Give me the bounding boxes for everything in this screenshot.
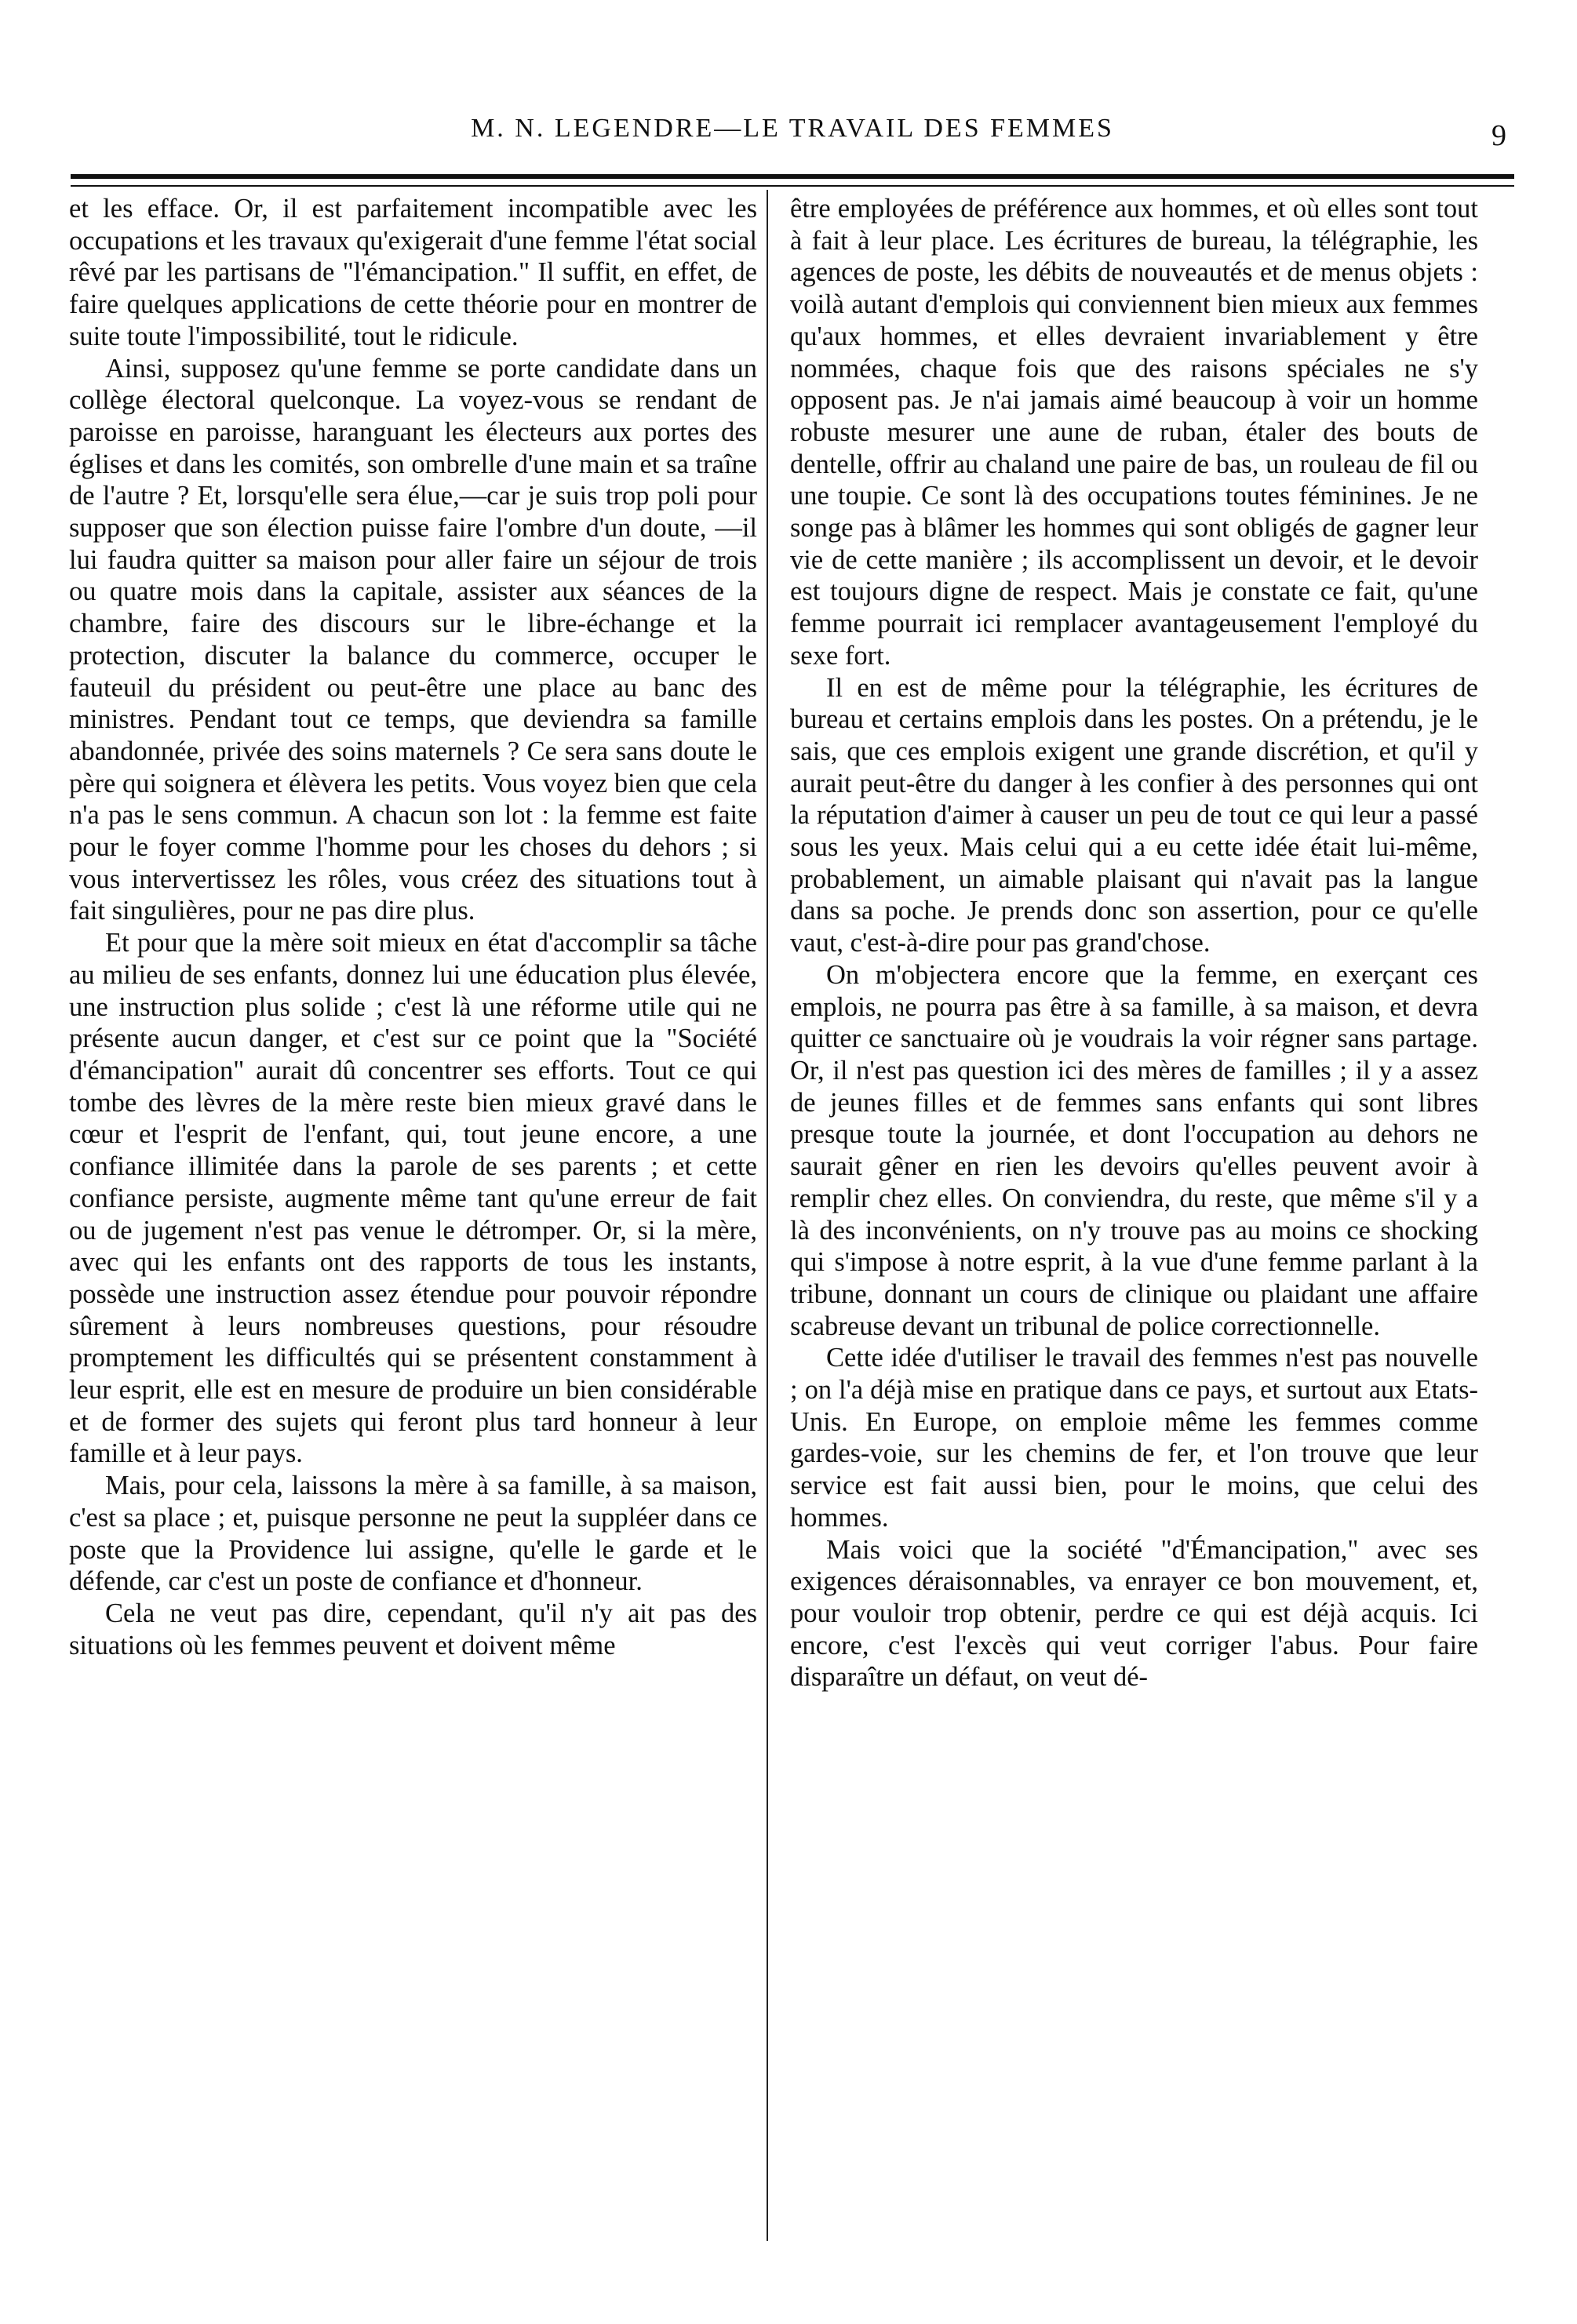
paragraph: et les efface. Or, il est parfaitement incompatible avec les occupations et les travaux qu'exigerait d'une femme l'état social rêvé par les partisans de "l'émancipation." Il suffit, en effet, de faire quelques applications de cette théorie pour en montrer de suite toute l'impossibilité, tout le ridicule. [69, 194, 757, 351]
right-column [790, 193, 1478, 1693]
paragraph: Et pour que la mère soit mieux en état d'accomplir sa tâche au milieu de ses enfants, donnez lui une éducation plus élevée, une instruction plus solide ; c'est là une réforme utile qui ne présente aucun danger, et c'est sur ce point que la "Société d'émancipation" aurait dû concentrer ses efforts. Tout ce qui tombe des lèvres de la mère reste bien mieux gravé dans le cœur et l'esprit de l'enfant, qui, tout jeune encore, a une confiance illimitée dans la parole de ses parents ; et cette confiance persiste, augmente même tant qu'une erreur de fait ou de jugement n'est pas venue le détromper. Or, si la mère, avec qui les enfants ont des rapports de tous les instants, possède une instruction assez étendue pour pouvoir répondre sûrement à leurs nombreuses questions, pour résoudre promptement les difficultés qui se présentent constamment à leur esprit, elle est en mesure de produire un bien considérable et de former des sujets qui feront plus tard honneur à leur famille et à leur pays. [69, 928, 757, 1469]
paragraph: Cela ne veut pas dire, cependant, qu'il n'y ait pas des situations où les femmes peuvent et doivent même [69, 1598, 757, 1660]
paragraph: Ainsi, supposez qu'une femme se porte candidate dans un collège électoral quelconque. La voyez-vous se rendant de paroisse en paroisse, haranguant les électeurs aux portes des églises et dans les comités, son ombrelle d'une main et sa traîne de l'autre ? Et, lorsqu'elle sera élue,—car je suis trop poli pour supposer que son élection puisse faire l'ombre d'un doute, —il lui faudra quitter sa maison pour aller faire un séjour de trois ou quatre mois dans la capitale, assister aux séances de la chambre, faire des discours sur le libre-échange et la protection, discuter la balance du commerce, occuper le fauteuil du président ou peut-être une place au banc des ministres. Pendant tout ce temps, que deviendra sa famille abandonnée, privée des soins maternels ? Ce sera sans doute le père qui soignera et élèvera les petits. Vous voyez bien que cela n'a pas le sens commun. A chacun son lot : la femme est faite pour le foyer comme l'homme pour les choses du dehors ; si vous intervertissez les rôles, vous créez des situations tout à fait singulières, pour ne pas dire plus. [69, 353, 757, 926]
running-header [71, 98, 1514, 153]
column-divider [767, 190, 768, 2241]
paragraph: Mais voici que la société "d'Émancipation," avec ses exigences déraisonnables, va enrayer ce bon mouvement, et, pour vouloir trop obtenir, perdre ce qui est déjà acquis. Ici encore, c'est l'excès qui veut corriger l'abus. Pour faire disparaître un défaut, on veut dé- [790, 1534, 1478, 1693]
running-title: M. N. LEGENDRE—LE TRAVAIL DES FEMMES [471, 114, 1114, 143]
paragraph: être employées de préférence aux hommes, et où elles sont tout à fait à leur place. Les écritures de bureau, la télégraphie, les agences de poste, les débits de nouveautés et de menus objets : voilà autant d'emplois qui conviennent bien mieux aux femmes qu'aux hommes, et elles devraient invariablement y être nommées, chaque fois que des raisons spéciales ne s'y opposent pas. Je n'ai jamais aimé beaucoup à voir un homme robuste mesurer une aune de ruban, étaler des bouts de dentelle, offrir au chaland une paire de bas, un rouleau de fil ou une toupie. Ce sont là des occupations toutes féminines. Je ne songe pas à blâmer les hommes qui sont obligés de gagner leur vie de cette manière ; ils accomplissent un devoir, et le devoir est toujours digne de respect. Mais je constate ce fait, qu'une femme pourrait ici remplacer avantageusement l'employé du sexe fort. [790, 194, 1478, 671]
paragraph: Mais, pour cela, laissons la mère à sa famille, à sa maison, c'est sa place ; et, puisque personne ne peut la suppléer dans ce poste que la Providence lui assigne, qu'elle le garde et le défende, car c'est un poste de confiance et d'honneur. [69, 1471, 757, 1597]
header-rule-thin [71, 185, 1514, 187]
page-number: 9 [1491, 119, 1506, 152]
left-column [69, 193, 757, 1661]
header-rule-thick [71, 174, 1514, 179]
paragraph: Il en est de même pour la télégraphie, les écritures de bureau et certains emplois dans les postes. On a prétendu, je le sais, que ces emplois exigent une grande discrétion, et qu'il y aurait peut-être du danger à les confier à des personnes qui ont la réputation d'aimer à causer un peu de tout ce qui leur a passé sous les yeux. Mais celui qui a eu cette idée était lui-même, probablement, un aimable plaisant qui n'avait pas la langue dans sa poche. Je prends donc son assertion, pour ce qu'elle vaut, c'est-à-dire pour pas grand'chose. [790, 672, 1478, 958]
paragraph: On m'objectera encore que la femme, en exerçant ces emplois, ne pourra pas être à sa famille, à sa maison, et devra quitter ce sanctuaire où je voudrais la voir régner sans partage. Or, il n'est pas question ici des mères de familles ; il y a assez de jeunes filles et de femmes sans enfants qui sont libres presque toute la journée, et dont l'occupation au dehors ne saurait gêner en rien les devoirs qu'elles peuvent avoir à remplir chez elles. On conviendra, du reste, que même s'il y a là des inconvénients, on n'y trouve pas au moins ce shocking qui s'impose à notre esprit, à la vue d'une femme parlant à la tribune, donnant un cours de clinique ou plaidant une affaire scabreuse devant un tribunal de police correctionnelle. [790, 959, 1478, 1341]
paragraph: Cette idée d'utiliser le travail des femmes n'est pas nouvelle ; on l'a déjà mise en pratique dans ce pays, et surtout aux Etats-Unis. En Europe, on emploie même les femmes comme gardes-voie, sur les chemins de fer, et l'on trouve que leur service est fait aussi bien, pour le moins, que celui des hommes. [790, 1343, 1478, 1533]
